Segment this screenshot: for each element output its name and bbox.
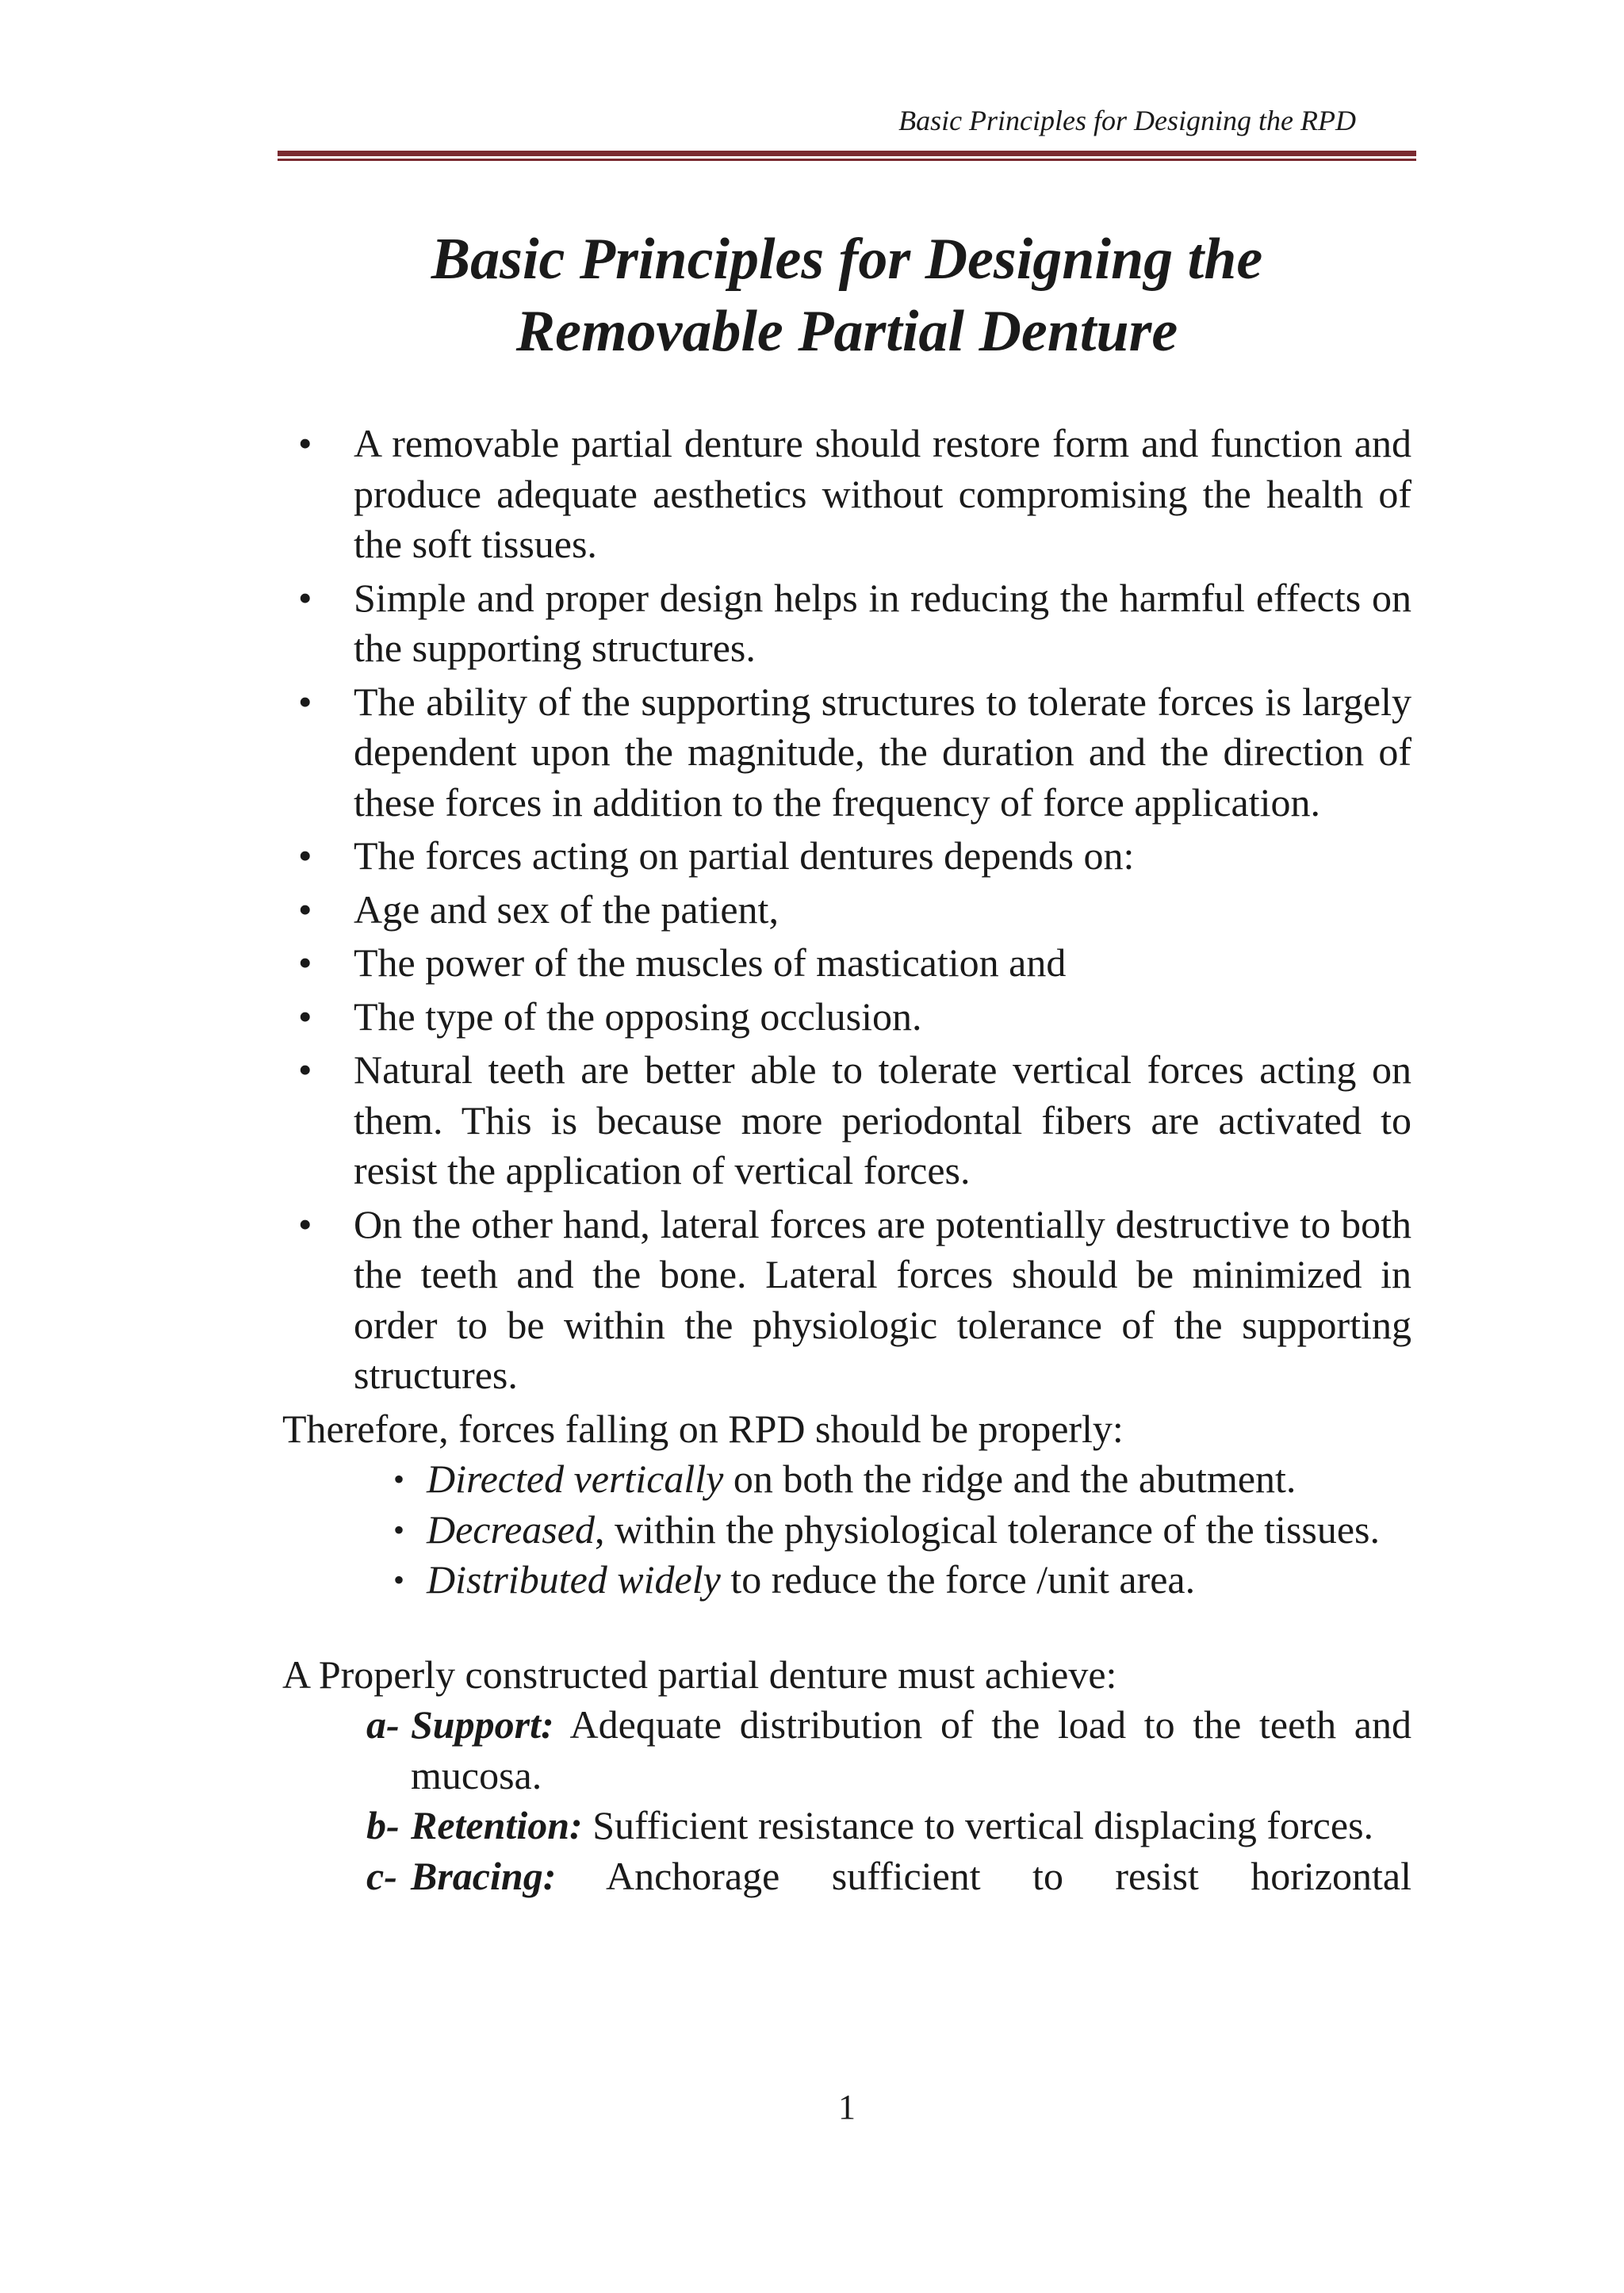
header-rule-thin: [278, 159, 1416, 161]
bullet-icon: •: [298, 421, 312, 465]
list-item-text: The type of the opposing occlusion.: [354, 993, 922, 1039]
bullet-icon: •: [393, 1461, 405, 1497]
page-title: [278, 224, 1416, 368]
requirement-term: Retention:: [411, 1803, 583, 1847]
list-item-text: Natural teeth are better able to tolerate vertical forces acting on them. This is because more periodontal fibers are activated to resist the application of vertical forces.: [354, 1047, 1411, 1192]
item-letter: b-: [366, 1803, 400, 1847]
bullet-icon: •: [298, 575, 312, 620]
requirement-text: Sufficient resistance to vertical displacing forces.: [582, 1803, 1374, 1847]
list-item-text: The ability of the supporting structures to tolerate forces is largely dependent upon the magnitude, the duration and the direction of these forces in addition to the frequency of force application.: [354, 679, 1411, 825]
list-item: [282, 1200, 1411, 1401]
list-item: [393, 1555, 1411, 1606]
running-header: Basic Principles for Designing the RPD: [898, 105, 1356, 136]
rule-text: , within the physiological tolerance of the tissues.: [594, 1506, 1381, 1552]
requirement-text: Anchorage sufficient to resist horizontal: [556, 1853, 1411, 1898]
header-rule-thick: [278, 151, 1416, 156]
bullet-icon: •: [393, 1562, 405, 1598]
rule-text: on both the ridge and the abutment.: [723, 1457, 1297, 1501]
principles-list: [282, 419, 1411, 1401]
list-item: [366, 1801, 1411, 1851]
item-letter: c-: [366, 1853, 397, 1898]
list-item: [393, 1505, 1411, 1556]
list-item: [393, 1454, 1411, 1505]
bullet-icon: •: [298, 1047, 312, 1092]
list-item-text: On the other hand, lateral forces are potentially destructive to both the teeth and the bone. Lateral forces should be minimized in order to be within the physiologic tolerance of the supporting structures.: [354, 1201, 1411, 1397]
bullet-icon: •: [298, 886, 312, 932]
list-item: [366, 1700, 1411, 1801]
therefore-paragraph: Therefore, forces falling on RPD should be properly:: [282, 1406, 1124, 1451]
list-item-text: The power of the muscles of mastication and: [354, 940, 1067, 985]
item-letter: a-: [366, 1702, 400, 1747]
bullet-icon: •: [298, 940, 312, 985]
list-item: [282, 419, 1411, 570]
list-item: [282, 573, 1411, 674]
page-number: 1: [838, 2088, 856, 2126]
requirement-text: Adequate distribution of the load to the teeth and mucosa.: [411, 1702, 1411, 1797]
list-item-text: The forces acting on partial dentures depends on:: [354, 833, 1135, 878]
list-item: [282, 831, 1411, 882]
requirement-term: Support:: [411, 1702, 554, 1747]
list-item: [282, 677, 1411, 829]
rule-term: Distributed widely: [427, 1557, 721, 1602]
title-line-2: Removable Partial Denture: [515, 299, 1178, 364]
list-item: [282, 992, 1411, 1043]
header-rule: [278, 151, 1416, 162]
bullet-icon: •: [298, 833, 312, 878]
bullet-icon: •: [298, 679, 312, 724]
list-item: [282, 1045, 1411, 1196]
list-item: [366, 1851, 1411, 1902]
bullet-icon: •: [298, 1201, 312, 1246]
list-item: [282, 938, 1411, 989]
list-item-text: Simple and proper design helps in reducing the harmful effects on the supporting structures.: [354, 575, 1411, 670]
paragraph-gap: [282, 1606, 1411, 1650]
list-item-text: Age and sex of the patient,: [354, 886, 779, 932]
achieve-intro-paragraph: A Properly constructed partial denture must achieve:: [282, 1652, 1117, 1697]
list-item: [282, 885, 1411, 936]
rule-term: Decreased: [427, 1506, 595, 1552]
list-item-text: A removable partial denture should restore form and function and produce adequate aesthetics without compromising the health of the soft tissues.: [354, 421, 1411, 566]
document-body: [282, 419, 1411, 1901]
bullet-icon: •: [393, 1511, 405, 1548]
rule-term: Directed vertically: [427, 1457, 724, 1501]
requirement-term: Bracing:: [411, 1853, 557, 1898]
title-line-1: Basic Principles for Designing the: [431, 227, 1263, 292]
bullet-icon: •: [298, 993, 312, 1039]
requirements-list: [282, 1700, 1411, 1901]
rule-text: to reduce the force /unit area.: [720, 1557, 1196, 1602]
force-rules-list: [282, 1454, 1411, 1606]
